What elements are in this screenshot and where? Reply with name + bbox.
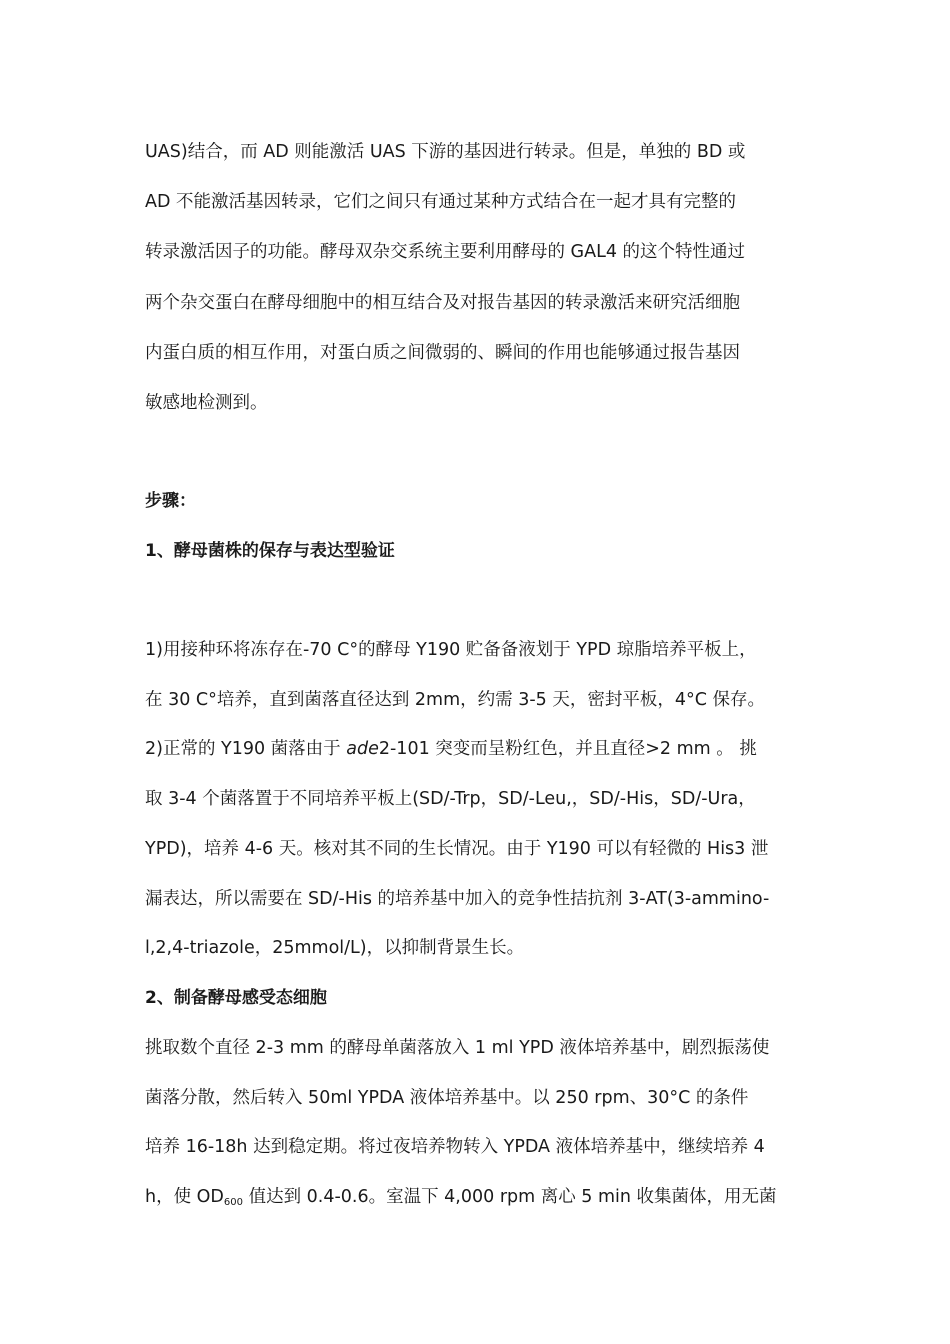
section1-line: 在 30 C°培养，直到菌落直径达到 2mm，约需 3-5 天，密封平板，4°C 保存。	[145, 690, 766, 710]
od-subscript: 600	[223, 1197, 243, 1208]
text-segment: 2)正常的 Y190 菌落由于	[145, 739, 347, 759]
intro-line: 两个杂交蛋白在酵母细胞中的相互结合及对报告基因的转录激活来研究活细胞	[145, 293, 740, 313]
intro-line: UAS)结合，而 AD 则能激活 UAS 下游的基因进行转录。但是，单独的 BD 或	[145, 142, 746, 162]
intro-line: AD 不能激活基因转录，它们之间只有通过某种方式结合在一起才具有完整的	[145, 192, 737, 212]
section1-heading: 1、酵母菌株的保存与表达型验证	[145, 541, 395, 561]
section1-line: 1)用接种环将冻存在-70 C°的酵母 Y190 贮备备液划于 YPD 琼脂培养平板上，	[145, 640, 757, 660]
text-segment: 2-101 突变而呈粉红色，并且直径>2 mm 。 挑	[378, 739, 757, 759]
text-segment: h，使 OD	[145, 1187, 224, 1207]
section1-line: l,2,4-triazole，25mmol/L)，以抑制背景生长。	[145, 938, 525, 958]
section2-line: 菌落分散，然后转入 50ml YPDA 液体培养基中。以 250 rpm、30°C 的条件	[145, 1088, 749, 1108]
gene-name: ade	[346, 739, 379, 759]
section2-heading: 2、制备酵母感受态细胞	[145, 988, 327, 1008]
section1-line: YPD)，培养 4-6 天。核对其不同的生长情况。由于 Y190 可以有轻微的 His3 泄	[145, 839, 769, 859]
section2-line: 培养 16-18h 达到稳定期。将过夜培养物转入 YPDA 液体培养基中，继续培养 4	[145, 1137, 765, 1157]
section2-line-od	[145, 1184, 825, 1210]
intro-line: 内蛋白质的相互作用，对蛋白质之间微弱的、瞬间的作用也能够通过报告基因	[145, 343, 740, 363]
intro-line: 转录激活因子的功能。酵母双杂交系统主要利用酵母的 GAL4 的这个特性通过	[145, 242, 746, 262]
section1-line: 漏表达，所以需要在 SD/-His 的培养基中加入的竞争性拮抗剂 3-AT(3-ammino-	[145, 889, 770, 909]
steps-heading: 步骤：	[145, 491, 196, 511]
intro-line: 敏感地检测到。	[145, 393, 268, 413]
section1-line: 取 3-4 个菌落置于不同培养平板上(SD/-Trp，SD/-Leu,，SD/-His，SD/-Ura，	[145, 789, 756, 809]
text-segment: 值达到 0.4-0.6。室温下 4,000 rpm 离心 5 min 收集菌体，用无菌	[243, 1187, 777, 1207]
section1-line-gene	[145, 736, 825, 762]
section2-line: 挑取数个直径 2-3 mm 的酵母单菌落放入 1 ml YPD 液体培养基中，剧烈振荡使	[145, 1038, 770, 1058]
